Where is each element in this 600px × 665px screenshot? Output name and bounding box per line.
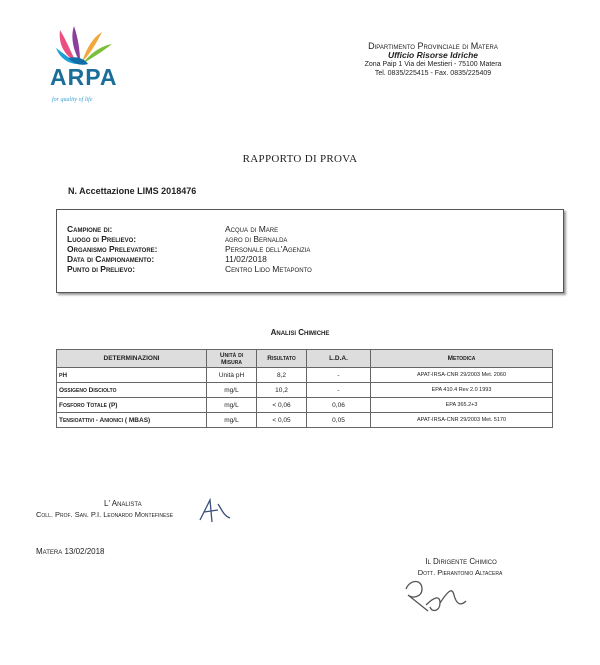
sample-info-box	[56, 209, 564, 293]
column-header: L.D.A.	[307, 350, 371, 368]
table-cell: APAT-IRSA-CNR 29/2003 Met. 2060	[371, 368, 553, 383]
table-row	[57, 368, 553, 383]
table-cell: pH	[57, 368, 207, 383]
table-cell: mg/L	[207, 413, 257, 428]
table-cell: Unità pH	[207, 368, 257, 383]
sample-label: Luogo di Prelievo:	[67, 234, 137, 244]
sample-label: Data di Campionamento:	[67, 254, 155, 264]
table-row	[57, 383, 553, 398]
office-name: Ufficio Risorse Idriche	[387, 50, 479, 60]
analysis-title: Analisi Chimiche	[270, 328, 330, 337]
column-header: Metodica	[371, 350, 553, 368]
table-cell: 10,2	[257, 383, 307, 398]
sample-label: Organismo Prelevatore:	[67, 244, 158, 254]
table-cell: EPA 410.4 Rev 2.0 1993	[371, 383, 553, 398]
sample-value: Acqua di Mare	[225, 224, 279, 234]
table-cell: 0,05	[307, 413, 371, 428]
column-header: DETERMINAZIONI	[57, 350, 207, 368]
department-name: Dipartimento Provinciale di Matera	[368, 41, 498, 51]
director-title: Il Dirigente Chimico	[425, 557, 497, 566]
table-cell: -	[307, 383, 371, 398]
table-cell: < 0,05	[257, 413, 307, 428]
office-phone-fax: Tel. 0835/225415 - Fax. 0835/225409	[374, 70, 492, 77]
table-cell: EPA 365.2+3	[371, 398, 553, 413]
table-cell: 0,06	[307, 398, 371, 413]
table-cell: APAT-IRSA-CNR 29/2003 Met. 5170	[371, 413, 553, 428]
logo-wordmark: ARPA	[50, 64, 118, 90]
column-header: Unità di Misura	[207, 350, 257, 368]
sample-value: Centro Lido Metaponto	[225, 264, 312, 274]
sample-label: Punto di Prelievo:	[67, 264, 136, 274]
sample-value: Personale dell'Agenzia	[225, 244, 311, 254]
director-signature	[400, 577, 470, 617]
table-row	[57, 398, 553, 413]
results-table	[56, 349, 553, 428]
table-cell: Fosforo Totale (P)	[57, 398, 207, 413]
analyst-name: Coll. Prof. San. P.I. Leonardo Montefinese	[36, 510, 173, 519]
table-cell: mg/L	[207, 383, 257, 398]
analyst-signature	[196, 496, 236, 526]
table-cell: Tensioattivi - Anionici ( MBAS)	[57, 413, 207, 428]
column-header: Risultato	[257, 350, 307, 368]
office-address: Zona Paip 1 Via dei Mestieri - 75100 Matera	[364, 61, 502, 68]
table-cell: mg/L	[207, 398, 257, 413]
table-header-row	[57, 350, 553, 368]
report-title: RAPPORTO DI PROVA	[242, 153, 358, 165]
sample-value: 11/02/2018	[225, 254, 267, 264]
director-name: Dott. Pierantonio Altacera	[417, 568, 503, 577]
sample-label: Campione di:	[67, 224, 113, 234]
accettazione-number: N. Accettazione LIMS 2018476	[68, 186, 197, 196]
table-row	[57, 413, 553, 428]
analyst-title: L' Analista	[104, 499, 142, 508]
table-cell: Ossigeno Disciolto	[57, 383, 207, 398]
sample-value: agro di Bernalda	[225, 234, 288, 244]
logo-tagline: for quality of life	[52, 97, 93, 103]
office-header	[328, 42, 538, 78]
table-cell: 8,2	[257, 368, 307, 383]
place-date: Matera 13/02/2018	[36, 547, 105, 556]
table-cell: < 0,06	[257, 398, 307, 413]
table-cell: -	[307, 368, 371, 383]
